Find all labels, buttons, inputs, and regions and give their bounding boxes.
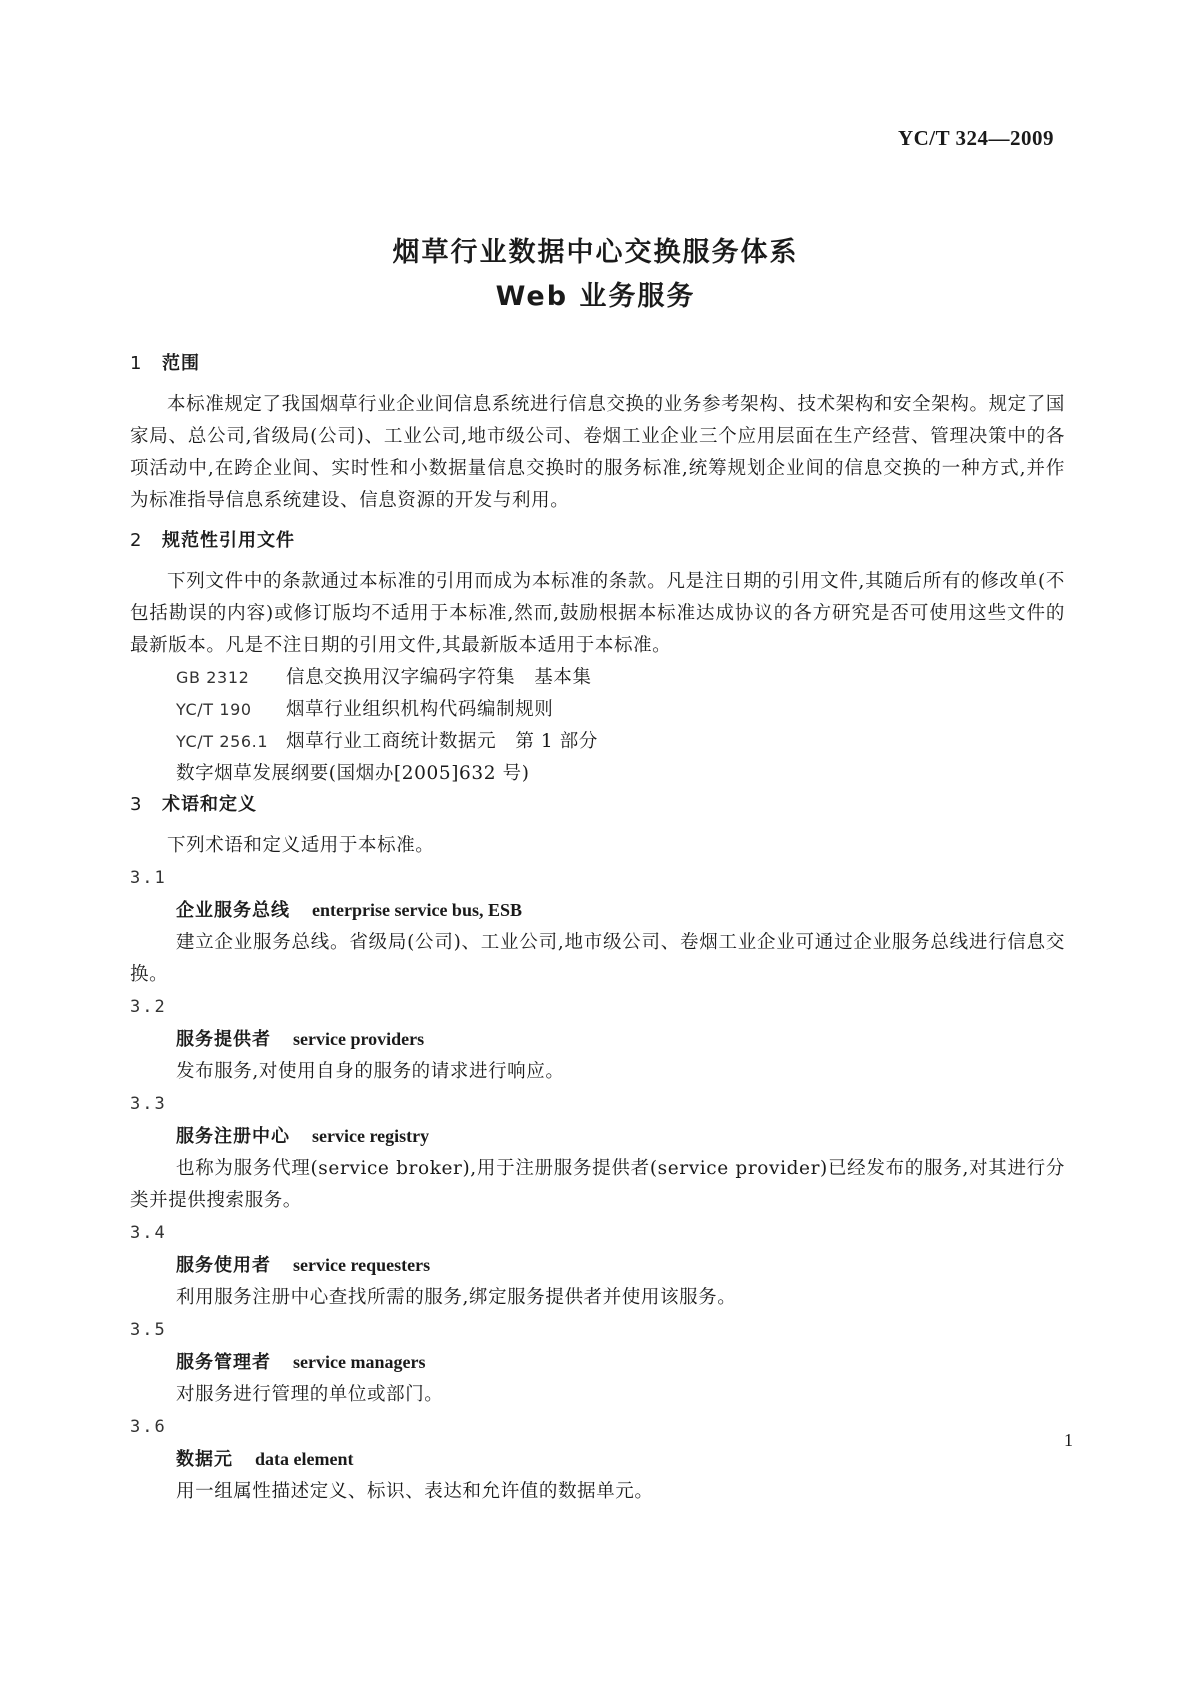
term-zh: 服务提供者 [176,1029,271,1050]
term-entry [130,862,1065,991]
term-entry [130,991,1065,1088]
section-number: 3 [130,794,143,815]
reference-code: YC/T 256.1 [176,732,269,751]
term-number: 3.1 [130,868,167,888]
term-definition: 用一组属性描述定义、标识、表达和允许值的数据单元。 [176,1481,654,1502]
term-en: service requesters [293,1255,431,1275]
section-1-heading [130,349,1065,375]
reference-title: 烟草行业工商统计数据元 第 1 部分 [286,731,598,752]
term-entry [130,1411,1065,1508]
term-en: service registry [312,1126,430,1146]
term-number: 3.5 [130,1320,167,1340]
term-definition: 建立企业服务总线。省级局(公司)、工业公司,地市级公司、卷烟工业企业可通过企业服务总线进行信息交换。 [130,932,1065,985]
term-number: 3.6 [130,1417,167,1437]
term-zh: 服务管理者 [176,1352,271,1373]
reference-code: GB 2312 [176,668,250,687]
term-en: enterprise service bus, ESB [312,900,522,920]
term-zh: 企业服务总线 [176,900,290,921]
document-title-line1: 烟草行业数据中心交换服务体系 [392,237,799,268]
section-title: 范围 [162,353,200,374]
term-heading [130,894,1065,927]
section-number: 1 [130,353,143,374]
reference-item-extra: 数字烟草发展纲要(国烟办[2005]632 号) [176,763,530,784]
term-heading [130,1443,1065,1476]
term-number: 3.3 [130,1094,167,1114]
section-2 [130,526,1065,790]
term-number: 3.4 [130,1223,167,1243]
term-definition: 对服务进行管理的单位或部门。 [176,1384,444,1405]
reference-item [130,662,1065,694]
section-3-intro: 下列术语和定义适用于本标准。 [167,835,435,856]
section-1-paragraph: 本标准规定了我国烟草行业企业间信息系统进行信息交换的业务参考架构、技术架构和安全架构。规定了国家局、总公司,省级局(公司)、工业公司,地市级公司、卷烟工业企业三个应用层面在生产经营、管理决策中的各项活动中,在跨企业间、实时性和小数据量信息交换时的服务标准,统筹规划企业间的信息交换的一种方式,并作为标准指导信息系统建设、信息资源的开发与利用。 [130,394,1065,511]
section-3-heading [130,790,1065,816]
term-zh: 数据元 [176,1449,233,1470]
section-title: 术语和定义 [162,794,257,815]
reference-code: YC/T 190 [176,700,252,719]
section-2-heading [130,526,1065,552]
term-heading [130,1249,1065,1282]
section-title: 规范性引用文件 [162,530,295,551]
term-heading [130,1346,1065,1379]
section-2-paragraph: 下列文件中的条款通过本标准的引用而成为本标准的条款。凡是注日期的引用文件,其随后所有的修改单(不包括勘误的内容)或修订版均不适用于本标准,然而,鼓励根据本标准达成协议的各方研究是否可使用这些文件的最新版本。凡是不注日期的引用文件,其最新版本适用于本标准。 [130,571,1065,656]
section-number: 2 [130,530,143,551]
term-en: service providers [293,1029,425,1049]
term-entry [130,1314,1065,1411]
term-heading [130,1120,1065,1153]
document-title-line2: Web 业务服务 [495,281,696,312]
term-definition: 利用服务注册中心查找所需的服务,绑定服务提供者并使用该服务。 [176,1287,737,1308]
section-1 [130,349,1065,517]
reference-item [130,726,1065,758]
term-en: data element [255,1449,354,1469]
reference-item [130,694,1065,726]
section-3 [130,790,1065,1508]
term-entry [130,1217,1065,1314]
term-heading [130,1023,1065,1056]
reference-title: 信息交换用汉字编码字符集 基本集 [286,667,592,688]
standard-number: YC/T 324—2009 [897,126,1054,150]
term-zh: 服务使用者 [176,1255,271,1276]
reference-title: 烟草行业组织机构代码编制规则 [286,699,554,720]
term-en: service managers [293,1352,426,1372]
term-definition: 发布服务,对使用自身的服务的请求进行响应。 [176,1061,565,1082]
term-number: 3.2 [130,997,167,1017]
term-definition: 也称为服务代理(service broker),用于注册服务提供者(service provider)已经发布的服务,对其进行分类并提供搜索服务。 [130,1158,1065,1211]
term-zh: 服务注册中心 [176,1126,290,1147]
term-entry [130,1088,1065,1217]
page-number: 1 [1064,1430,1073,1450]
